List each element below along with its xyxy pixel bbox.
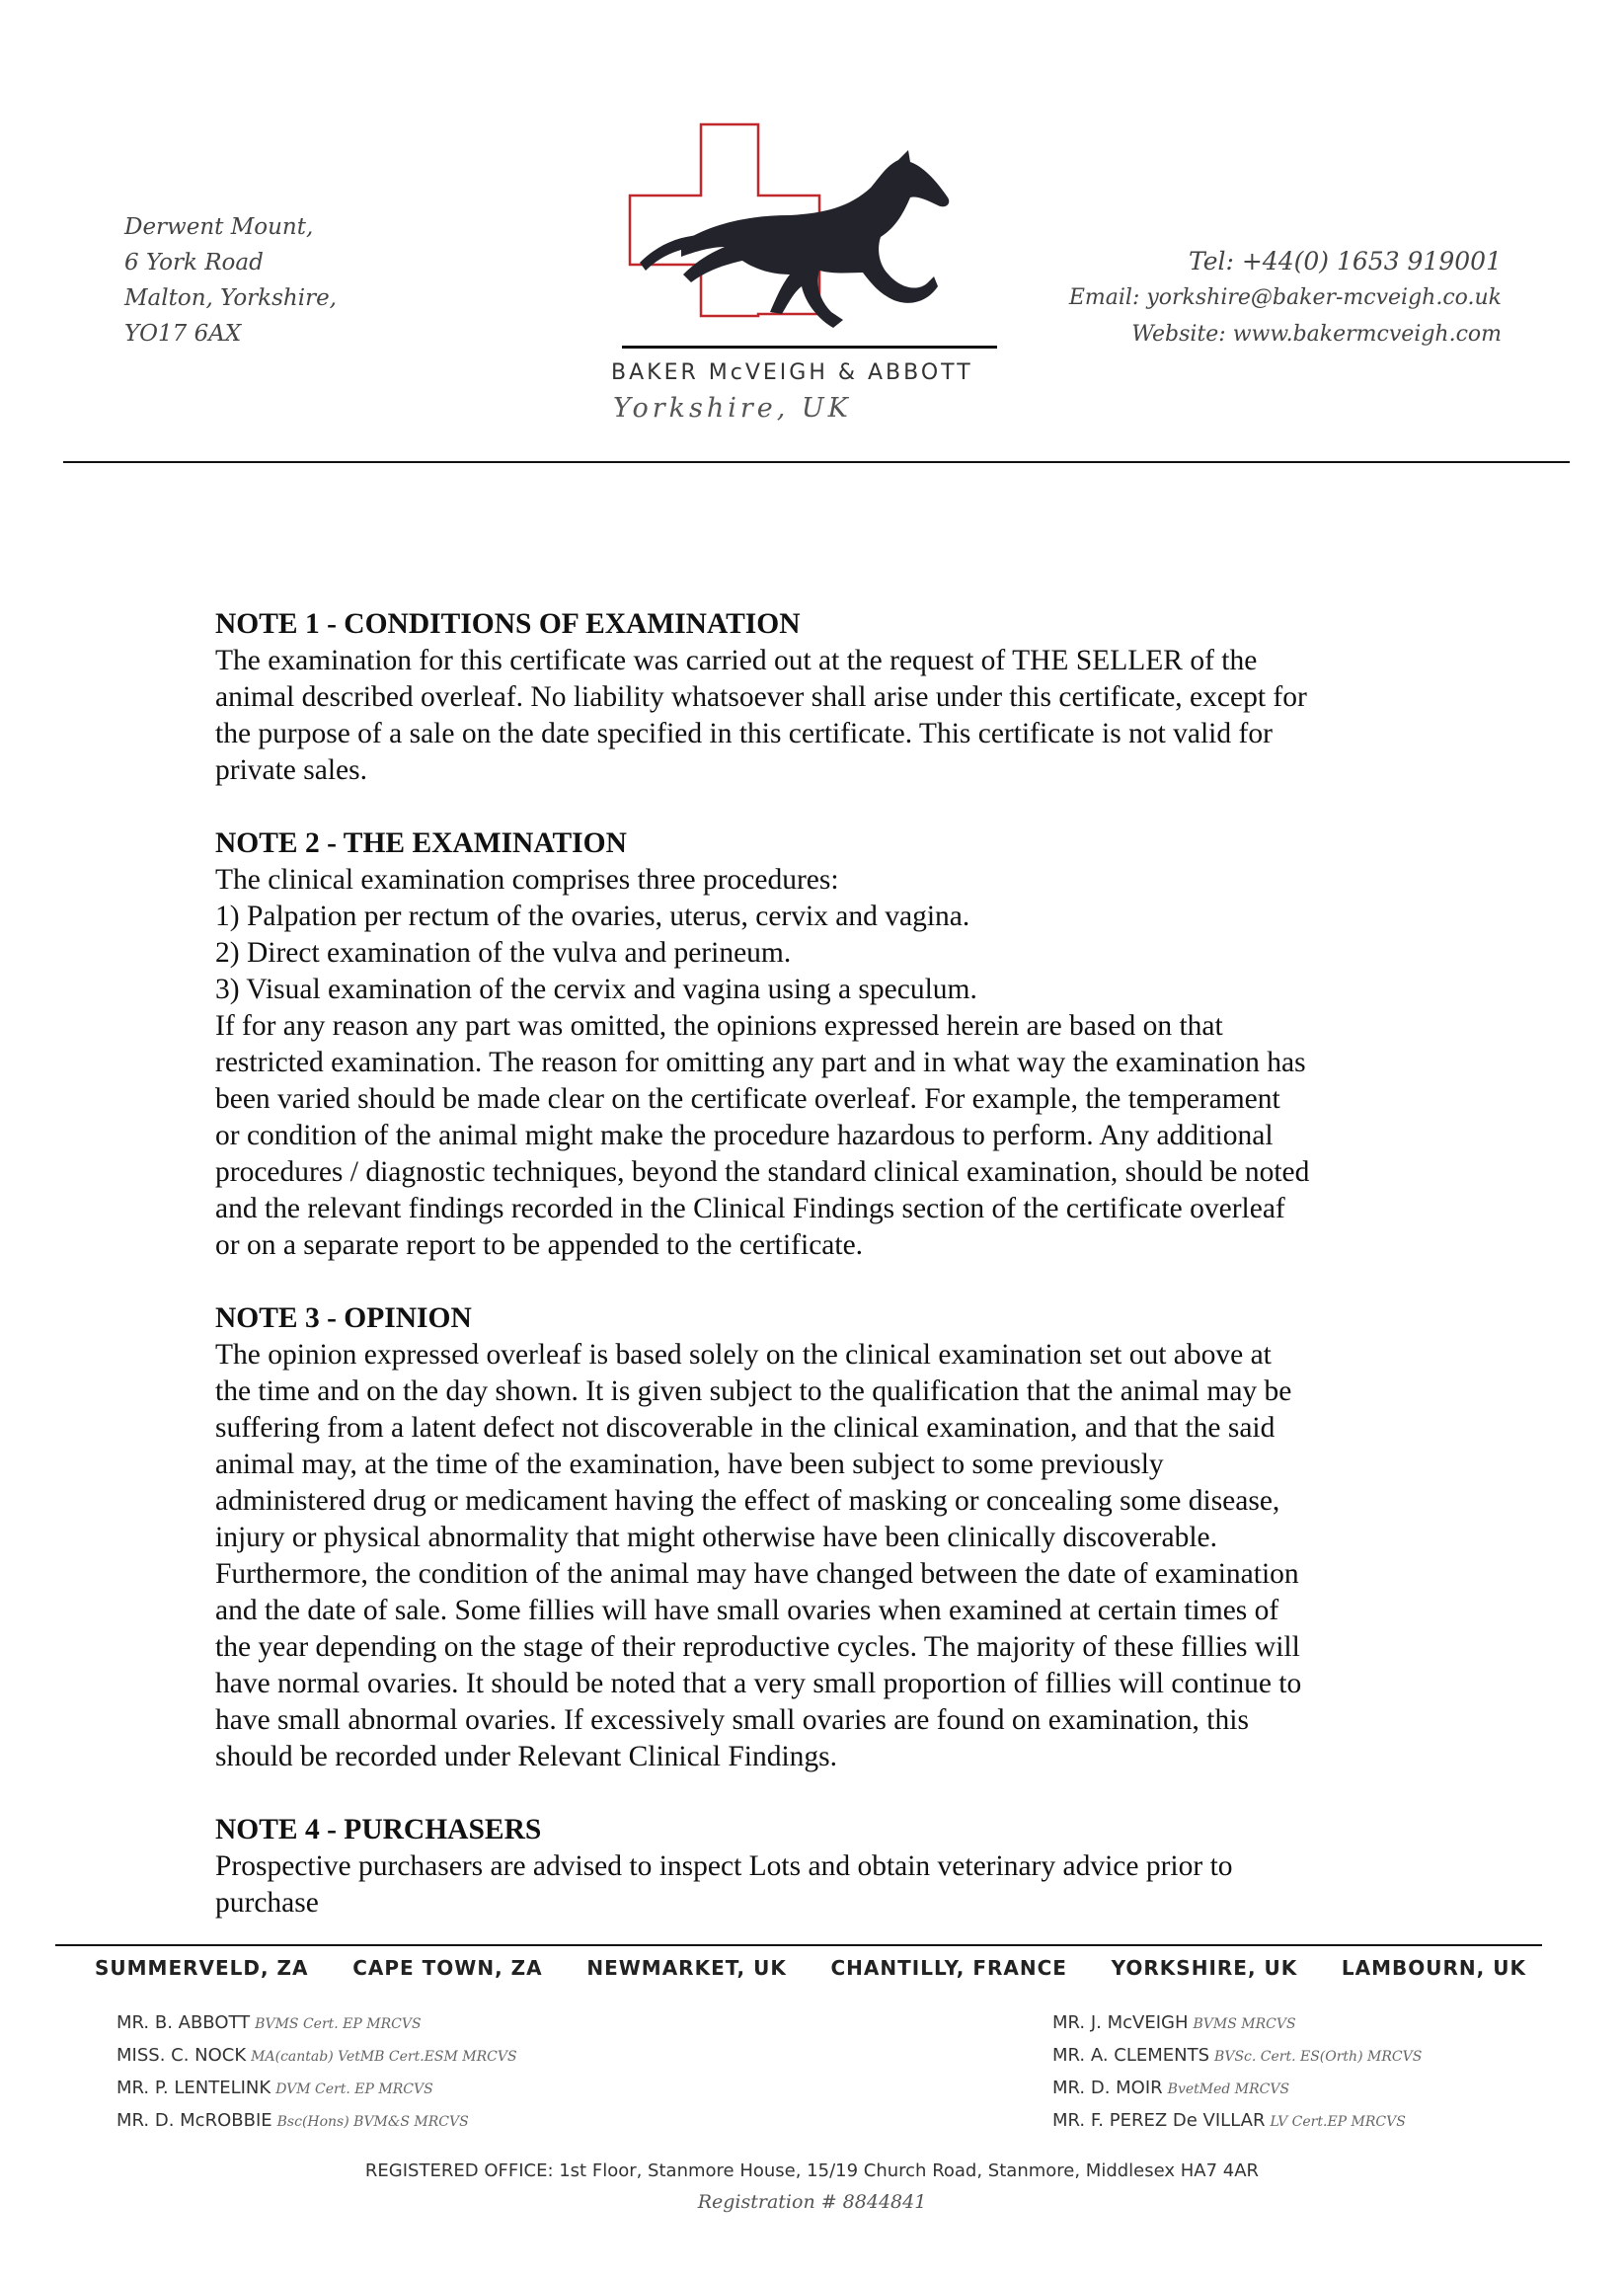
website: Website: www.bakermcveigh.com	[1131, 322, 1502, 347]
note-line: the year depending on the stage of their reproductive cycles. The majority of these fillies will	[215, 1631, 1300, 1663]
note-line: or condition of the animal might make the procedure hazardous to perform. Any additional	[215, 1120, 1274, 1151]
partner-entry	[1052, 2105, 1422, 2138]
firm-name: BAKER McVEIGH & ABBOTT	[611, 360, 973, 385]
note-2	[215, 825, 1449, 1264]
telephone: Tel: +44(0) 1653 919001	[1188, 247, 1502, 275]
partner-name: MR. J. McVEIGH	[1052, 2012, 1189, 2033]
note-4	[215, 1812, 1449, 1922]
partner-name: MR. A. CLEMENTS	[1052, 2045, 1210, 2066]
registration-number: Registration # 8844841	[697, 2191, 927, 2213]
partner-qualifications: BVMS MRCVS	[1193, 2016, 1296, 2032]
note-line: The opinion expressed overleaf is based solely on the clinical examination set out above at	[215, 1339, 1272, 1371]
note-line: The clinical examination comprises three procedures:	[215, 864, 839, 896]
partner-entry	[1052, 2007, 1422, 2040]
address-line: 6 York Road	[124, 250, 264, 275]
note-line: suffering from a latent defect not discoverable in the clinical examination, and that the said	[215, 1412, 1276, 1444]
note-line: administered drug or medicament having the effect of masking or concealing some disease,	[215, 1485, 1280, 1517]
partner-qualifications: MA(cantab) VetMB Cert.ESM MRCVS	[251, 2049, 517, 2065]
address-line: Malton, Yorkshire,	[124, 285, 337, 311]
note-line: and the relevant findings recorded in the Clinical Findings section of the certificate overleaf	[215, 1193, 1285, 1224]
partner-entry	[116, 2105, 517, 2138]
partner-qualifications: BVMS Cert. EP MRCVS	[255, 2016, 422, 2032]
note-line: private sales.	[215, 754, 367, 786]
firm-location: Yorkshire, UK	[613, 393, 852, 424]
note-line: should be recorded under Relevant Clinical Findings.	[215, 1741, 838, 1772]
note-line: or on a separate report to be appended to the certificate.	[215, 1229, 864, 1261]
practice-address	[124, 209, 337, 352]
note-line: the time and on the day shown. It is given subject to the qualification that the animal may be	[215, 1375, 1292, 1407]
note-line: restricted examination. The reason for omitting any part and in what way the examination has	[215, 1047, 1306, 1078]
partner-name: MR. P. LENTELINK	[116, 2078, 271, 2098]
address-line: Derwent Mount,	[124, 214, 314, 240]
note-title: NOTE 1 - CONDITIONS OF EXAMINATION	[215, 608, 801, 640]
registered-office: REGISTERED OFFICE: 1st Floor, Stanmore House, 15/19 Church Road, Stanmore, Middlesex HA7 4AR	[364, 2160, 1260, 2181]
note-line: have small abnormal ovaries. If excessively small ovaries are found on examination, this	[215, 1704, 1249, 1736]
partner-qualifications: DVM Cert. EP MRCVS	[275, 2081, 433, 2097]
address-line: YO17 6AX	[124, 321, 242, 347]
partner-qualifications: BvetMed MRCVS	[1167, 2081, 1290, 2097]
office-locations	[95, 1956, 1526, 1980]
office-location: NEWMARKET, UK	[586, 1956, 787, 1980]
partner-name: MR. D. MOIR	[1052, 2078, 1163, 2098]
email: Email: yorkshire@baker-mcveigh.co.uk	[1068, 285, 1502, 310]
partner-entry	[116, 2073, 517, 2105]
note-title: NOTE 2 - THE EXAMINATION	[215, 827, 627, 859]
note-line: injury or physical abnormality that might otherwise have been clinically discoverable.	[215, 1522, 1217, 1553]
note-line: animal described overleaf. No liability whatsoever shall arise under this certificate, except for	[215, 681, 1307, 713]
office-location: SUMMERVELD, ZA	[95, 1956, 309, 1980]
partner-name: MR. B. ABBOTT	[116, 2012, 251, 2033]
galloping-horse-icon	[640, 150, 949, 328]
header-divider	[63, 461, 1570, 463]
note-line: animal may, at the time of the examination, have been subject to some previously	[215, 1449, 1164, 1480]
partner-entry	[1052, 2040, 1422, 2073]
note-title: NOTE 3 - OPINION	[215, 1302, 472, 1334]
partners-left-column	[116, 2007, 517, 2138]
practice-contact	[1069, 243, 1502, 353]
partner-name: MISS. C. NOCK	[116, 2045, 247, 2066]
note-3	[215, 1300, 1449, 1775]
partner-entry	[116, 2007, 517, 2040]
note-line: Furthermore, the condition of the animal may have changed between the date of examination	[215, 1558, 1299, 1590]
note-title: NOTE 4 - PURCHASERS	[215, 1814, 542, 1845]
note-line: 1) Palpation per rectum of the ovaries, uterus, cervix and vagina.	[215, 901, 970, 932]
note-line: have normal ovaries. It should be noted that a very small proportion of fillies will continue to	[215, 1668, 1302, 1699]
note-line: and the date of sale. Some fillies will have small ovaries when examined at certain times of	[215, 1595, 1279, 1626]
office-location: LAMBOURN, UK	[1341, 1956, 1526, 1980]
partner-qualifications: BVSc. Cert. ES(Orth) MRCVS	[1214, 2049, 1423, 2065]
note-line: 3) Visual examination of the cervix and vagina using a speculum.	[215, 974, 977, 1005]
note-line: 2) Direct examination of the vulva and perineum.	[215, 937, 792, 969]
partner-qualifications: LV Cert.EP MRCVS	[1270, 2114, 1406, 2130]
partner-entry	[1052, 2073, 1422, 2105]
note-line: The examination for this certificate was carried out at the request of THE SELLER of the	[215, 645, 1258, 676]
office-location: CAPE TOWN, ZA	[352, 1956, 543, 1980]
partners-right-column	[1052, 2007, 1422, 2138]
partner-qualifications: Bsc(Hons) BVM&S MRCVS	[276, 2114, 469, 2130]
red-cross-galloping-horse-logo	[622, 117, 997, 353]
note-line: the purpose of a sale on the date specified in this certificate. This certificate is not valid for	[215, 718, 1273, 749]
footer-divider	[55, 1944, 1542, 1946]
note-line: been varied should be made clear on the certificate overleaf. For example, the temperament	[215, 1083, 1280, 1115]
logo-underline	[622, 346, 997, 349]
note-line: If for any reason any part was omitted, the opinions expressed herein are based on that	[215, 1010, 1223, 1042]
office-location: CHANTILLY, FRANCE	[830, 1956, 1067, 1980]
note-line: purchase	[215, 1887, 319, 1919]
note-line: Prospective purchasers are advised to inspect Lots and obtain veterinary advice prior to	[215, 1850, 1233, 1882]
partner-name: MR. F. PEREZ De VILLAR	[1052, 2110, 1266, 2131]
partner-name: MR. D. McROBBIE	[116, 2110, 272, 2131]
office-location: YORKSHIRE, UK	[1111, 1956, 1298, 1980]
note-line: procedures / diagnostic techniques, beyond the standard clinical examination, should be noted	[215, 1156, 1310, 1188]
conditions-notes	[215, 606, 1449, 1958]
note-1	[215, 606, 1449, 789]
partner-entry	[116, 2040, 517, 2073]
